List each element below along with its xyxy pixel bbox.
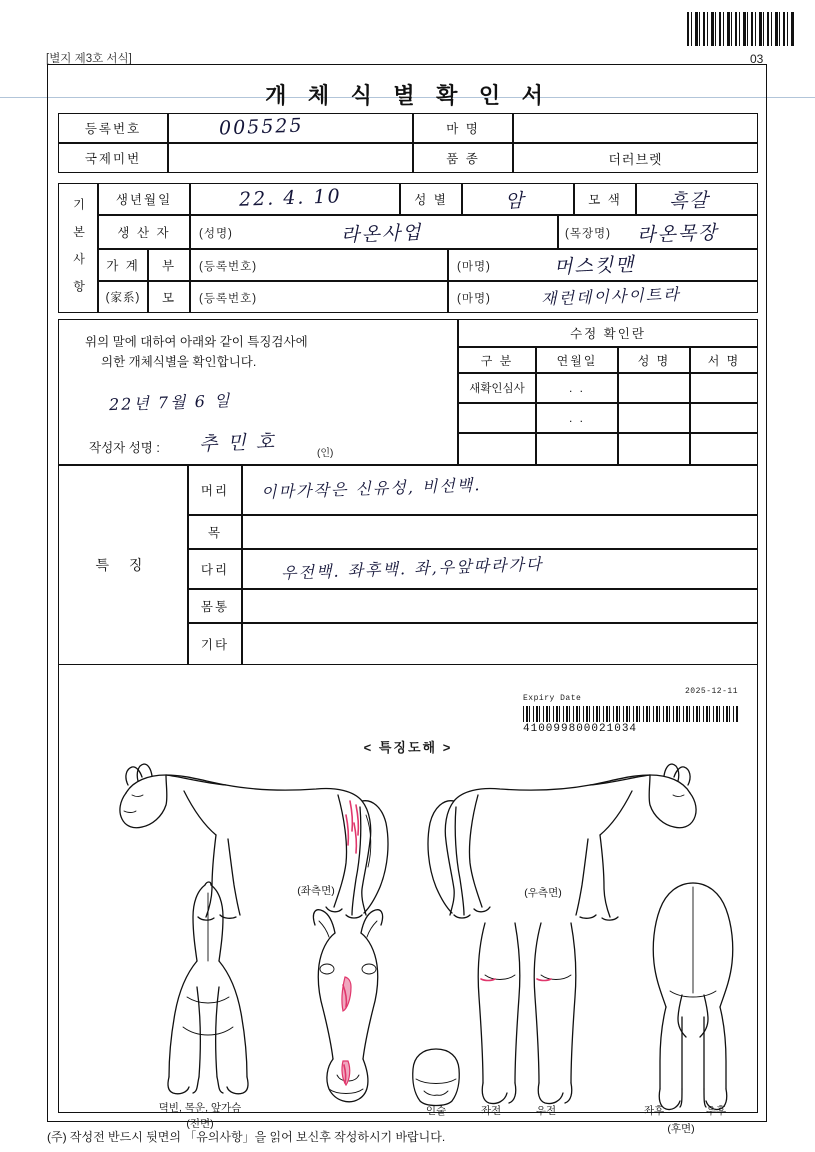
intl-no-label: 국제미번 bbox=[58, 143, 168, 173]
producer-name-label: (성명) bbox=[199, 228, 233, 240]
producer-name-cell bbox=[190, 215, 558, 249]
horse-name-label: 마 명 bbox=[413, 113, 513, 143]
revision-row-1-type bbox=[458, 403, 536, 433]
revision-row-0-sign bbox=[690, 373, 758, 403]
expiry-label: Expiry Date bbox=[523, 694, 582, 703]
birth-value: 22. 4. 10 bbox=[238, 185, 342, 211]
feature-label-4: 기타 bbox=[188, 623, 242, 665]
caption-right-rear: 우후 bbox=[705, 1105, 727, 1117]
sex-label: 성 별 bbox=[400, 183, 462, 215]
confirm-date: 22년 7월 6 일 bbox=[108, 390, 232, 415]
confirm-line2: 의한 개체식별을 확인합니다. bbox=[101, 355, 257, 369]
farm-cell bbox=[558, 215, 758, 249]
revision-row-0-type: 새확인심사 bbox=[458, 373, 536, 403]
farm-label: (목장명) bbox=[565, 228, 611, 240]
caption-right-front: 우전 bbox=[535, 1105, 557, 1117]
feature-label-0: 머리 bbox=[188, 465, 242, 515]
color-label: 모 색 bbox=[574, 183, 636, 215]
sire-reg-cell bbox=[190, 249, 448, 281]
feature-label-2: 다리 bbox=[188, 549, 242, 589]
caption-left-rear: 좌후 bbox=[643, 1105, 665, 1117]
basic-side-label-text: 기 본 사 항 bbox=[71, 197, 86, 298]
sire-label: 부 bbox=[148, 249, 190, 281]
dam-reg-label: (등록번호) bbox=[199, 293, 258, 305]
revision-row-0-name bbox=[618, 373, 690, 403]
sex-value-cell bbox=[462, 183, 574, 215]
basic-side-label bbox=[58, 183, 98, 313]
birth-label: 생년월일 bbox=[98, 183, 190, 215]
color-value-cell bbox=[636, 183, 758, 215]
feature-value-3-cell bbox=[242, 589, 758, 623]
revision-title: 수정 확인란 bbox=[458, 319, 758, 347]
revision-row-0-date: . . bbox=[536, 373, 618, 403]
horse-front-legs-diagram bbox=[463, 915, 593, 1115]
feature-label-1: 목 bbox=[188, 515, 242, 549]
intl-no-value-cell bbox=[168, 143, 413, 173]
expiry-barcode-number: 410099800021034 bbox=[523, 723, 638, 735]
sex-value: 암 bbox=[504, 189, 526, 213]
caption-front-legs: 뎍빈, 목운, 앞가슴 bbox=[158, 1102, 242, 1114]
birth-value-cell bbox=[190, 183, 400, 215]
sire-name-label: (마명) bbox=[457, 261, 491, 273]
reg-no-value-cell bbox=[168, 113, 413, 143]
revision-row-2-name bbox=[618, 433, 690, 465]
feature-value-0-cell bbox=[242, 465, 758, 515]
feature-value-1-cell bbox=[242, 515, 758, 549]
reg-no-value: 005525 bbox=[218, 114, 304, 140]
feature-value-4-cell bbox=[242, 623, 758, 665]
producer-name-value: 라온사업 bbox=[340, 221, 423, 247]
sire-name-value: 머스킷맨 bbox=[553, 253, 636, 279]
horse-head-front-diagram bbox=[293, 903, 403, 1119]
writer-value: 추 민 호 bbox=[198, 430, 277, 456]
diagram-title: < 특징도해 > bbox=[363, 740, 453, 755]
breed-value: 더러브렛 bbox=[513, 143, 758, 173]
footer-note: (주) 작성전 반드시 뒷면의 「유의사항」을 읽어 보신후 작성하시기 바랍니다. bbox=[47, 1130, 446, 1144]
feature-label-3: 몸통 bbox=[188, 589, 242, 623]
revision-col-2: 성 명 bbox=[618, 347, 690, 373]
confirm-statement-cell bbox=[58, 319, 458, 465]
horse-front-view-diagram bbox=[153, 877, 263, 1109]
revision-row-2-sign bbox=[690, 433, 758, 465]
producer-label: 생 산 자 bbox=[98, 215, 190, 249]
revision-row-2-date bbox=[536, 433, 618, 465]
sire-name-cell bbox=[448, 249, 758, 281]
page-title: 개 체 식 별 확 인 서 bbox=[265, 83, 551, 108]
revision-col-3: 서 명 bbox=[690, 347, 758, 373]
horse-lips-diagram bbox=[406, 1045, 466, 1111]
features-side-label: 특 징 bbox=[58, 465, 188, 665]
revision-col-0: 구 분 bbox=[458, 347, 536, 373]
feature-value-0: 이마가작은 신유성, 비선백. bbox=[260, 475, 482, 502]
caption-lips: 인술 bbox=[425, 1105, 447, 1117]
feature-value-2-cell bbox=[242, 549, 758, 589]
dam-name-label: (마명) bbox=[457, 293, 491, 305]
caption-front-legs-sub: (전면) bbox=[186, 1118, 214, 1130]
caption-left-side: (좌측면) bbox=[297, 885, 335, 897]
color-value: 흑갈 bbox=[668, 189, 711, 213]
horse-rear-view-diagram bbox=[638, 877, 748, 1115]
revision-row-2-type bbox=[458, 433, 536, 465]
breed-label: 품 종 bbox=[413, 143, 513, 173]
horse-name-value bbox=[513, 113, 758, 143]
revision-row-1-date: . . bbox=[536, 403, 618, 433]
pedigree-label: 가 계 bbox=[98, 249, 148, 281]
caption-right-side: (우측면) bbox=[524, 887, 562, 899]
form-frame bbox=[47, 64, 767, 1135]
dam-name-value: 재런데이사이트라 bbox=[540, 284, 681, 309]
page-number: 03 bbox=[750, 52, 764, 66]
top-barcode bbox=[687, 12, 795, 46]
caption-rear-sub: (후면) bbox=[667, 1123, 695, 1135]
revision-row-1-sign bbox=[690, 403, 758, 433]
farm-value: 라온목장 bbox=[636, 221, 719, 247]
caption-left-front: 좌전 bbox=[480, 1105, 502, 1117]
revision-col-1: 연월일 bbox=[536, 347, 618, 373]
form-label: [별지 제3호 서식] bbox=[46, 53, 132, 65]
sire-reg-label: (등록번호) bbox=[199, 261, 258, 273]
expiry-date: 2025-12-11 bbox=[684, 687, 738, 696]
reg-no-label: 등록번호 bbox=[58, 113, 168, 143]
dam-reg-cell bbox=[190, 281, 448, 313]
revision-row-1-name bbox=[618, 403, 690, 433]
pedigree-label2: (家系) bbox=[98, 281, 148, 313]
writer-label: 작성자 성명 : bbox=[89, 441, 160, 455]
seal-label: (인) bbox=[317, 448, 334, 459]
dam-label: 모 bbox=[148, 281, 190, 313]
dam-name-cell bbox=[448, 281, 758, 313]
feature-value-2: 우전백. 좌후백. 좌,우앞따라가다 bbox=[280, 554, 544, 583]
confirm-line1: 위의 말에 대하여 아래와 같이 특징검사에 bbox=[85, 335, 308, 349]
